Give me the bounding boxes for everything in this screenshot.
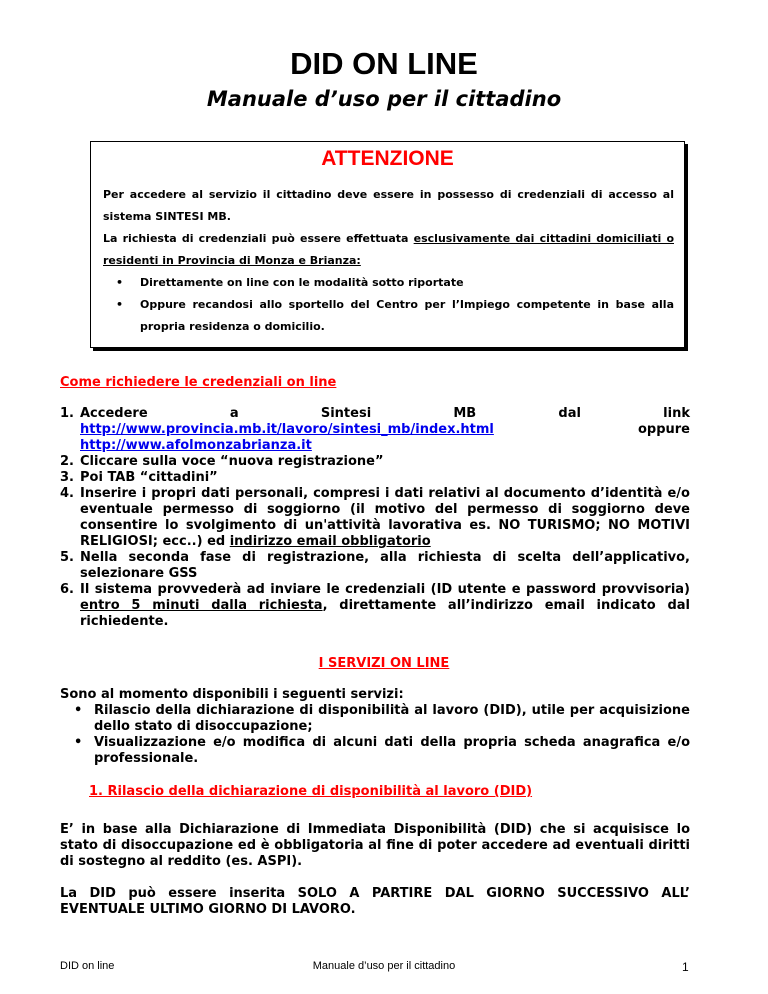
warning-paragraph-1: Per accedere al servizio il cittadino deve essere in possesso di credenziali di accesso al sistema SINTESI MB.: [103, 188, 674, 223]
warning-text: [103, 184, 674, 338]
step-item: [60, 470, 690, 486]
warning-p2-underlined: esclusivamente dai cittadini domiciliati o residenti in Provincia di Monza e Brianza:: [103, 232, 674, 267]
step-text: oppure: [493, 422, 690, 437]
step-number: 4.: [60, 486, 74, 501]
warning-bullet: • Oppure recandosi allo sportello del Centro per l’Impiego competente in base alla propria residenza o domicilio.: [140, 294, 674, 338]
step-text: Poi TAB “cittadini”: [80, 470, 218, 485]
step-text: , direttamente all’indirizzo email indicato dal richiedente.: [80, 598, 690, 629]
services-bullet: • Visualizzazione e/o modifica di alcuni dati della propria scheda anagrafica e/o professionale.: [80, 735, 690, 767]
warning-bullet-list: [103, 272, 674, 338]
services-intro: Sono al momento disponibili i seguenti servizi:: [60, 687, 404, 702]
step-text: Il sistema provvederà ad inviare le credenziali (ID utente e password provvisoria): [80, 582, 690, 597]
step-text: Accedere a Sintesi MB dal link: [80, 406, 690, 421]
warning-box: [90, 141, 685, 348]
warning-title: ATTENZIONE: [321, 147, 454, 170]
did-paragraph-1: E’ in base alla Dichiarazione di Immediata Disponibilità (DID) che si acquisisce lo stato di disoccupazione ed è obbligatoria al fine di poter accedere ad eventuali diritti di sostegno al reddito (es. ASPI).: [60, 822, 690, 869]
step-text: Inserire i propri dati personali, compresi i dati relativi al documento d’identità e/o eventuale permesso di soggiorno (il motivo del permesso di soggiorno deve consentire lo svolgimento di un'attività lavorativa es. NO TURISMO; NO MOTIVI RELIGIOSI; ecc..) ed: [80, 486, 690, 549]
services-list: [80, 703, 690, 767]
step-number: 2.: [60, 454, 74, 469]
step-item: [60, 582, 690, 630]
step-item: [60, 454, 690, 470]
warning-paragraph-2: [103, 228, 674, 272]
document-title: DID ON LINE: [290, 46, 478, 81]
step-underlined: indirizzo email obbligatorio: [229, 534, 431, 549]
step-number: 5.: [60, 550, 74, 565]
did-paragraph-2: La DID può essere inserita SOLO A PARTIRE DAL GIORNO SUCCESSIVO ALL’ EVENTUALE ULTIMO GIORNO DI LAVORO.: [60, 886, 690, 917]
document-subtitle: Manuale d’uso per il cittadino: [206, 87, 562, 111]
step-item: [60, 406, 690, 454]
step-number: 3.: [60, 470, 74, 485]
step-number: 6.: [60, 582, 74, 597]
step-underlined: entro 5 minuti dalla richiesta: [80, 598, 323, 613]
step-item: [60, 550, 690, 582]
link-provincia[interactable]: http://www.provincia.mb.it/lavoro/sintesi_mb/index.html: [80, 422, 494, 437]
link-afol[interactable]: http://www.afolmonzabrianza.it: [80, 438, 312, 453]
page-number: 1: [682, 960, 689, 974]
step-number: 1.: [60, 406, 74, 421]
footer-left: DID on line: [60, 960, 115, 972]
did-heading: 1. Rilascio della dichiarazione di disponibilità al lavoro (DID): [89, 784, 533, 799]
step-text: Cliccare sulla voce “nuova registrazione”: [80, 454, 384, 469]
step-item: [60, 486, 690, 550]
credentials-heading: Come richiedere le credenziali on line: [60, 375, 337, 390]
services-heading: I SERVIZI ON LINE: [318, 656, 450, 671]
step-text: Nella seconda fase di registrazione, alla richiesta di scelta dell’applicativo, selezionare GSS: [80, 550, 690, 581]
warning-p2-text: La richiesta di credenziali può essere effettuata: [103, 232, 414, 245]
footer-center: Manuale d’uso per il cittadino: [312, 960, 456, 972]
credentials-steps: [60, 406, 690, 630]
services-bullet: • Rilascio della dichiarazione di disponibilità al lavoro (DID), utile per acquisizione dello stato di disoccupazione;: [80, 703, 690, 735]
warning-bullet: • Direttamente on line con le modalità sotto riportate: [140, 272, 674, 294]
